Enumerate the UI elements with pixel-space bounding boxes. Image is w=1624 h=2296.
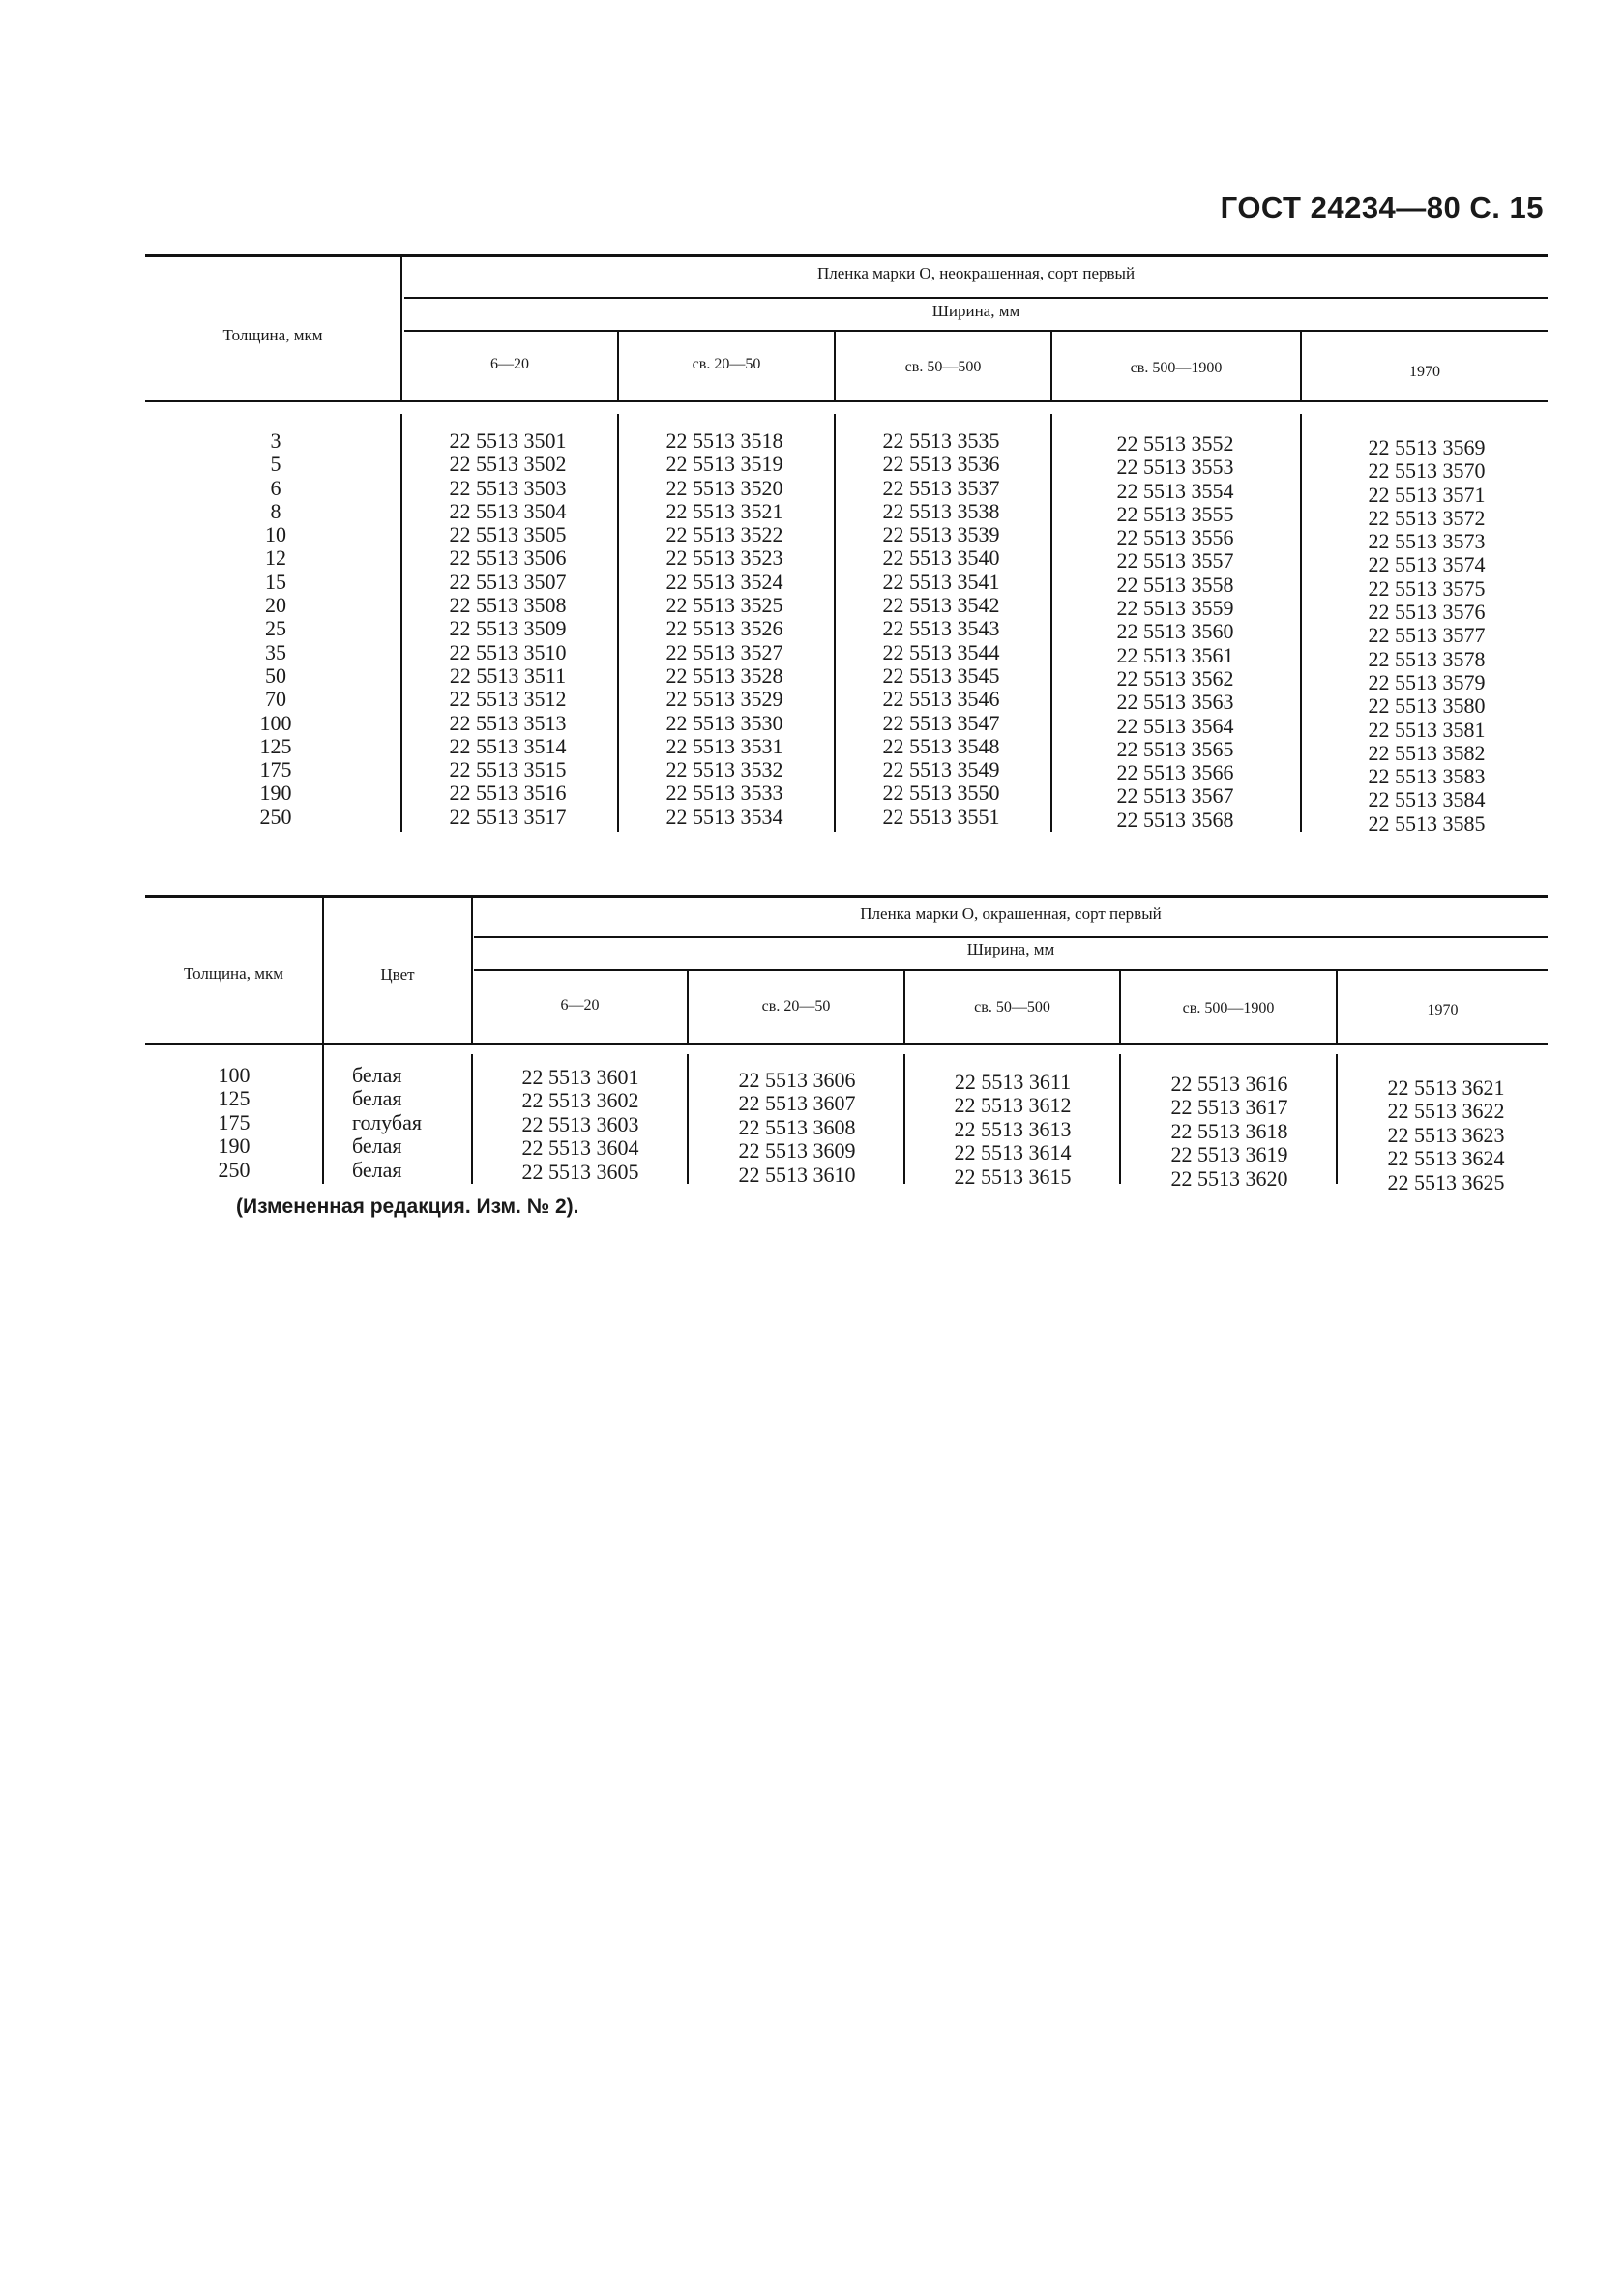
table1-thickness-cell: 175 <box>259 757 292 782</box>
table1-group-title: Пленка марки О, неокрашенная, сорт первый <box>816 264 1136 282</box>
table1-code-cell: 22 5513 3528 <box>665 662 783 688</box>
table1-code-cell: 22 5513 3564 <box>1116 713 1234 738</box>
table1-code-cell: 22 5513 3568 <box>1116 807 1234 832</box>
table1-code-cell: 22 5513 3523 <box>665 545 783 571</box>
table1-width-col: св. 500—1900 <box>1130 360 1223 376</box>
table1-width-header: Ширина, мм <box>931 302 1020 320</box>
table2-code-cell: 22 5513 3614 <box>954 1140 1072 1165</box>
table1-group-rule <box>404 297 1548 299</box>
table2-width-col: св. 20—50 <box>761 998 831 1015</box>
table1-width-col: 1970 <box>1409 364 1440 380</box>
table1-code-cell: 22 5513 3576 <box>1368 600 1486 625</box>
table1-code-cell: 22 5513 3508 <box>449 593 567 618</box>
table1-code-cell: 22 5513 3563 <box>1116 690 1234 715</box>
table2-code-cell: 22 5513 3615 <box>954 1163 1072 1189</box>
table1-thickness-cell: 20 <box>265 593 286 618</box>
table2-code-cell: 22 5513 3625 <box>1387 1169 1505 1194</box>
table1-thickness-cell: 70 <box>265 687 286 712</box>
table1-thickness-cell: 125 <box>259 733 292 758</box>
table2-code-cell: 22 5513 3623 <box>1387 1122 1505 1147</box>
table1-code-column <box>849 429 1033 829</box>
table1-code-cell: 22 5513 3516 <box>449 780 567 806</box>
table1-thickness-header: Толщина, мкм <box>222 326 323 344</box>
table2-group-title: Пленка марки О, окрашенная, сорт первый <box>860 904 1162 923</box>
table2-code-cell: 22 5513 3620 <box>1170 1165 1288 1191</box>
table1-code-cell: 22 5513 3582 <box>1368 740 1486 765</box>
table2-code-column <box>488 1066 672 1184</box>
table1-code-cell: 22 5513 3529 <box>665 687 783 712</box>
table1-top-rule <box>145 254 1548 257</box>
table2-vline <box>687 1054 689 1184</box>
table2-code-cell: 22 5513 3618 <box>1170 1118 1288 1143</box>
table1-code-cell: 22 5513 3577 <box>1368 623 1486 648</box>
table1-code-column <box>633 429 816 829</box>
table1-thickness-cell: 190 <box>259 780 292 806</box>
table1-code-cell: 22 5513 3512 <box>449 687 567 712</box>
table2-vline <box>903 1054 905 1184</box>
table1-code-cell: 22 5513 3578 <box>1368 646 1486 671</box>
table2-code-cell: 22 5513 3603 <box>521 1111 639 1136</box>
table1-code-cell: 22 5513 3575 <box>1368 575 1486 601</box>
table2-color-header: Цвет <box>380 965 415 984</box>
table2-top-rule <box>145 895 1548 898</box>
table1-code-cell: 22 5513 3550 <box>882 780 1000 806</box>
table1-thickness-cell: 15 <box>265 569 286 594</box>
table2-width-col: св. 50—500 <box>974 999 1050 1016</box>
table2-code-cell: 22 5513 3622 <box>1387 1099 1505 1124</box>
table1-thickness-cell: 10 <box>265 522 286 547</box>
table1-code-cell: 22 5513 3583 <box>1368 764 1486 789</box>
table2-code-cell: 22 5513 3610 <box>738 1162 856 1187</box>
table1-code-cell: 22 5513 3532 <box>665 757 783 782</box>
table1-code-cell: 22 5513 3533 <box>665 780 783 806</box>
table2-code-cell: 22 5513 3611 <box>954 1070 1072 1094</box>
table1-code-cell: 22 5513 3535 <box>882 428 1000 453</box>
table2-color-cell: голубая <box>352 1109 422 1134</box>
amendment-note: (Измененная редакция. Изм. № 2). <box>236 1195 579 1218</box>
table1-vline <box>1300 414 1302 832</box>
table1-code-column <box>1335 436 1519 836</box>
table1-code-cell: 22 5513 3545 <box>882 662 1000 688</box>
table1-code-cell: 22 5513 3573 <box>1368 529 1486 554</box>
table1-code-cell: 22 5513 3569 <box>1368 435 1486 459</box>
table1-thickness-cell: 12 <box>265 545 286 571</box>
table1-thickness-cell: 3 <box>270 428 281 453</box>
table1-code-cell: 22 5513 3505 <box>449 522 567 547</box>
table2-width-col: 6—20 <box>560 997 600 1014</box>
table1-code-cell: 22 5513 3567 <box>1116 783 1234 809</box>
table1-code-cell: 22 5513 3504 <box>449 498 567 523</box>
table1-code-cell: 22 5513 3520 <box>665 475 783 500</box>
table1-thickness-cell: 5 <box>270 452 281 477</box>
table1-code-cell: 22 5513 3546 <box>882 687 1000 712</box>
table1-width-col: св. 50—500 <box>904 359 982 375</box>
table1-code-cell: 22 5513 3525 <box>665 593 783 618</box>
table2-code-cell: 22 5513 3601 <box>521 1065 639 1089</box>
table1-code-cell: 22 5513 3553 <box>1116 455 1234 480</box>
table1-code-cell: 22 5513 3570 <box>1368 458 1486 484</box>
table2-thickness-cell: 125 <box>218 1086 251 1111</box>
table1-code-cell: 22 5513 3565 <box>1116 736 1234 761</box>
table1-code-cell: 22 5513 3561 <box>1116 642 1234 667</box>
table2-vline <box>471 1054 473 1184</box>
table1-code-cell: 22 5513 3518 <box>665 428 783 453</box>
table1-width-col: св. 20—50 <box>692 356 761 372</box>
table2-code-cell: 22 5513 3602 <box>521 1088 639 1113</box>
table2-thickness-cell: 190 <box>218 1133 251 1159</box>
table1-code-cell: 22 5513 3537 <box>882 475 1000 500</box>
table2-thickness-header: Толщина, мкм <box>184 964 283 983</box>
table1-header-bottom-rule <box>145 400 1548 402</box>
table1-code-cell: 22 5513 3526 <box>665 616 783 641</box>
table2-color-cell: белая <box>352 1157 402 1182</box>
table1-code-cell: 22 5513 3541 <box>882 569 1000 594</box>
table2-code-cell: 22 5513 3604 <box>521 1135 639 1161</box>
table1-code-cell: 22 5513 3560 <box>1116 619 1234 644</box>
table2-color-column <box>352 1064 468 1182</box>
table1-thickness-cell: 25 <box>265 616 286 641</box>
table1-code-cell: 22 5513 3538 <box>882 498 1000 523</box>
table1-code-cell: 22 5513 3539 <box>882 522 1000 547</box>
table1-vline <box>400 414 402 832</box>
table1-code-cell: 22 5513 3571 <box>1368 482 1486 507</box>
table1-code-cell: 22 5513 3530 <box>665 710 783 735</box>
table1-thickness-cell: 8 <box>270 498 281 523</box>
table1-code-cell: 22 5513 3584 <box>1368 787 1486 812</box>
table2-group-rule <box>474 936 1548 938</box>
table1-code-cell: 22 5513 3585 <box>1368 810 1486 836</box>
table2-code-column <box>1137 1073 1321 1191</box>
table1-code-cell: 22 5513 3544 <box>882 639 1000 664</box>
table1-code-cell: 22 5513 3557 <box>1116 548 1234 574</box>
table1-code-cell: 22 5513 3510 <box>449 639 567 664</box>
table1-code-cell: 22 5513 3548 <box>882 733 1000 758</box>
table1-code-cell: 22 5513 3522 <box>665 522 783 547</box>
table1-width-col: 6—20 <box>490 356 529 372</box>
table2-thickness-cell: 100 <box>218 1063 251 1087</box>
table1-code-cell: 22 5513 3509 <box>449 616 567 641</box>
table1-code-cell: 22 5513 3524 <box>665 569 783 594</box>
table1-code-cell: 22 5513 3542 <box>882 593 1000 618</box>
table2-header-bottom-rule <box>145 1043 1548 1045</box>
table1-code-cell: 22 5513 3514 <box>449 733 567 758</box>
table2-vline <box>1119 1054 1121 1184</box>
table2-color-cell: белая <box>352 1063 402 1087</box>
table1-code-cell: 22 5513 3579 <box>1368 669 1486 694</box>
table1-code-column <box>416 429 600 829</box>
table1-code-cell: 22 5513 3511 <box>449 662 567 688</box>
table2-thickness-cell: 175 <box>218 1109 251 1134</box>
table1-code-cell: 22 5513 3507 <box>449 569 567 594</box>
table2-code-cell: 22 5513 3613 <box>954 1116 1072 1141</box>
table1-code-cell: 22 5513 3549 <box>882 757 1000 782</box>
table2-code-cell: 22 5513 3616 <box>1170 1072 1288 1096</box>
table2-code-cell: 22 5513 3612 <box>954 1093 1072 1118</box>
table1-vline <box>834 414 836 832</box>
table1-vline <box>400 256 402 400</box>
table2-code-column <box>705 1069 889 1187</box>
table2-code-cell: 22 5513 3609 <box>738 1138 856 1163</box>
table1-code-cell: 22 5513 3536 <box>882 452 1000 477</box>
table2-vline <box>322 1045 324 1184</box>
table1-code-cell: 22 5513 3558 <box>1116 572 1234 597</box>
table1-code-cell: 22 5513 3506 <box>449 545 567 571</box>
table2-code-cell: 22 5513 3624 <box>1387 1146 1505 1171</box>
table1-thickness-cell: 35 <box>265 639 286 664</box>
table2-width-header: Ширина, мм <box>966 940 1055 958</box>
table2-vline <box>1336 1054 1338 1184</box>
table1-code-cell: 22 5513 3559 <box>1116 596 1234 621</box>
table2-code-column <box>1354 1076 1538 1194</box>
table2-code-cell: 22 5513 3619 <box>1170 1142 1288 1167</box>
table1-code-cell: 22 5513 3527 <box>665 639 783 664</box>
table1-code-cell: 22 5513 3552 <box>1116 431 1234 456</box>
table2-code-cell: 22 5513 3605 <box>521 1159 639 1184</box>
table2-width-col: 1970 <box>1427 1002 1459 1018</box>
table2-vline <box>471 898 473 1043</box>
table1-code-cell: 22 5513 3543 <box>882 616 1000 641</box>
table1-code-cell: 22 5513 3551 <box>882 804 1000 829</box>
table1-code-cell: 22 5513 3566 <box>1116 760 1234 785</box>
table1-thickness-column <box>222 429 329 829</box>
table1-code-cell: 22 5513 3554 <box>1116 478 1234 503</box>
table1-code-cell: 22 5513 3547 <box>882 710 1000 735</box>
table1-code-cell: 22 5513 3574 <box>1368 552 1486 577</box>
table1-thickness-cell: 100 <box>259 710 292 735</box>
table1-thickness-cell: 250 <box>259 804 292 829</box>
table1-code-cell: 22 5513 3556 <box>1116 525 1234 550</box>
table1-code-cell: 22 5513 3513 <box>449 710 567 735</box>
table1-code-cell: 22 5513 3515 <box>449 757 567 782</box>
table2-code-cell: 22 5513 3608 <box>738 1114 856 1139</box>
table1-code-cell: 22 5513 3555 <box>1116 501 1234 526</box>
table1-code-cell: 22 5513 3501 <box>449 428 567 453</box>
table1-thickness-cell: 6 <box>270 475 281 500</box>
table1-code-cell: 22 5513 3519 <box>665 452 783 477</box>
table1-code-cell: 22 5513 3572 <box>1368 505 1486 530</box>
table2-color-cell: белая <box>352 1133 402 1159</box>
table1-code-cell: 22 5513 3517 <box>449 804 567 829</box>
table2-thickness-column <box>186 1064 282 1182</box>
table1-vline <box>617 414 619 832</box>
table1-vline <box>1050 414 1052 832</box>
table2-code-cell: 22 5513 3607 <box>738 1091 856 1116</box>
table2-color-cell: белая <box>352 1086 402 1111</box>
table2-code-column <box>921 1071 1105 1189</box>
table2-width-rule <box>474 969 1548 971</box>
table1-code-cell: 22 5513 3502 <box>449 452 567 477</box>
table1-code-cell: 22 5513 3580 <box>1368 693 1486 719</box>
table1-code-cell: 22 5513 3534 <box>665 804 783 829</box>
table2-code-cell: 22 5513 3606 <box>738 1068 856 1092</box>
page-header: ГОСТ 24234—80 С. 15 <box>1220 191 1544 224</box>
table2-code-cell: 22 5513 3621 <box>1387 1075 1505 1100</box>
table1-code-cell: 22 5513 3540 <box>882 545 1000 571</box>
table1-width-rule <box>404 330 1548 332</box>
table1-code-cell: 22 5513 3531 <box>665 733 783 758</box>
table1-thickness-cell: 50 <box>265 662 286 688</box>
table1-code-column <box>1083 432 1267 832</box>
table2-thickness-cell: 250 <box>218 1157 251 1182</box>
table1-code-cell: 22 5513 3562 <box>1116 665 1234 691</box>
table1-code-cell: 22 5513 3581 <box>1368 717 1486 742</box>
table1-code-cell: 22 5513 3503 <box>449 475 567 500</box>
table2-width-col: св. 500—1900 <box>1182 1000 1275 1016</box>
table2-code-cell: 22 5513 3617 <box>1170 1095 1288 1120</box>
table1-code-cell: 22 5513 3521 <box>665 498 783 523</box>
